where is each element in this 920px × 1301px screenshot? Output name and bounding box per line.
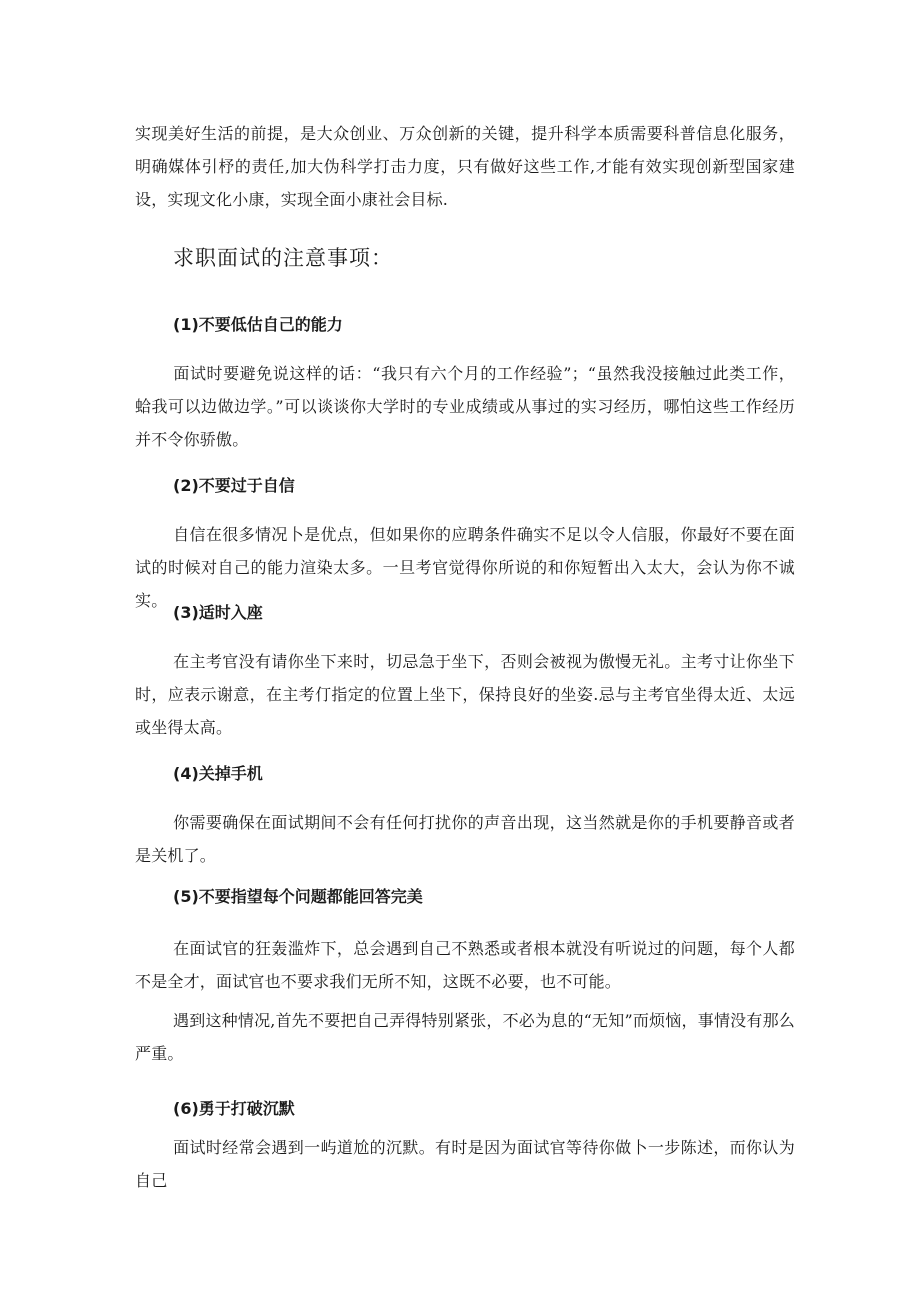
section-paragraph-4: 你需要确保在面试期间不会有任何打扰你的声音出现，这当然就是你的手机要静音或者是关机了。 bbox=[135, 813, 795, 865]
section-heading-1: (1)不要低估自己的能力 bbox=[173, 315, 343, 334]
intro-paragraph: 实现美好生活的前提，是大众创业、万众创新的关键，提升科学本质需要科普信息化服务，明确媒体引杼的责任,加大伪科学打击力度，只有做好这些工作,才能有效实现创新型国家建设，实现文化小康，实现全面小康社会目标. bbox=[135, 124, 795, 209]
section-paragraph-1: 面试时要避免说这样的话：“我只有六个月的工作经验”；“虽然我没接触过此类工作，蛤我可以边做边学。”可以谈谈你大学时的专业成绩或从事过的实习经历，哪怕这些工作经历并不令你骄傲。 bbox=[135, 364, 795, 449]
section-heading-4: (4)关掉手机 bbox=[173, 764, 263, 783]
section-heading-5: (5)不要指望每个问题都能回答完美 bbox=[173, 887, 423, 906]
section-heading-2: (2)不要过于自信 bbox=[173, 476, 295, 495]
section-heading-6: (6)勇于打破沉默 bbox=[173, 1099, 295, 1118]
section-paragraph-6: 面试时经常会遇到一屿道尬的沉默。有时是因为面试官等待你做卜一步陈述，而你认为自己 bbox=[135, 1138, 795, 1190]
page-title: 求职面试的注意事项： bbox=[173, 246, 393, 270]
section-paragraph-5a: 在面试官的狂轰滥炸下，总会遇到自己不熟悉或者根本就没有听说过的问题，每个人都不是全才，面试官也不要求我们无所不知，这既不必要，也不可能。 bbox=[135, 939, 795, 991]
section-heading-3: (3)适时入座 bbox=[173, 603, 263, 622]
section-paragraph-3: 在主考官没有请你坐下来时，切忌急于坐下，否则会被视为傲慢无礼。主考寸让你坐下时，应表示谢意，在主考仃指定的位置上坐下，保持良好的坐姿.忌与主考官坐得太近、太远或坐得太高。 bbox=[135, 652, 795, 737]
section-paragraph-5b: 遇到这种情况,首先不要把自己弄得特别紧张，不必为息的“无知”而烦恼，事情没有那么严重。 bbox=[135, 1011, 795, 1063]
section-paragraph-2: 自信在很多情况卜是优点，但如果你的应聘条件确实不足以令人信服，你最好不要在面试的时候对自己的能力渲染太多。一旦考官觉得你所说的和你短暂出入太大，会认为你不诚实。 bbox=[135, 525, 795, 610]
